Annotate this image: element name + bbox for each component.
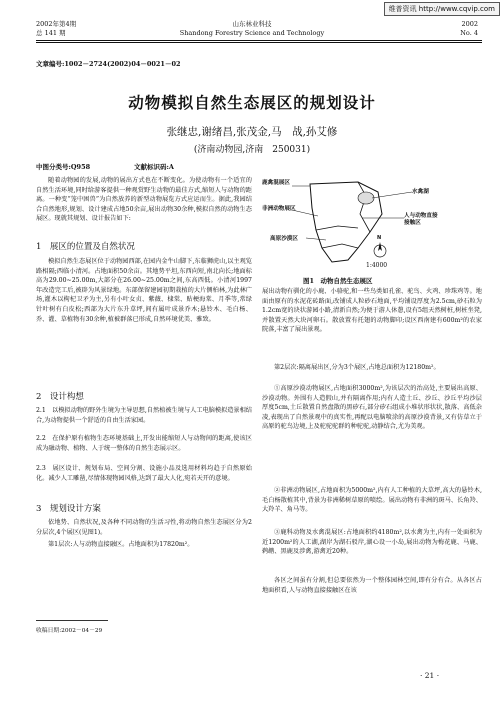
author-list: 张继忠,谢绪昌,张茂金,马 战,孙艾修 <box>166 126 338 138</box>
label-contact-area: 人与动物直接 接触区 <box>404 213 438 226</box>
section-3-heading: 3 规划设计方案 <box>36 504 101 514</box>
total-issue-line: 总 141 期 <box>36 29 66 37</box>
plateau-area-text: ①高原沙漠动物展区,占地面积3000m²,为该层次的治高处,主要展出高原、沙漠动物。外围有人造假山,并有隔离作用;内有人造土丘、沙丘、沙丘平均沙层厚度5cm,土丘散置自然盘散的黑矽石,部分矽石组成小堆状形状状,散落、高低杂凌,表现出了自然景观中的真实性,再配以电脑喷涂的高原沙漠背景,又有仿草立于高原的驼鸟边境,上及驼驼驼群的种驼驼,动静结合,尤为美观。 <box>262 385 482 431</box>
paper-title: 动物模拟自然生态展区的规划设计 <box>128 94 376 112</box>
north-arrow <box>370 235 390 260</box>
north-letter: N <box>377 235 382 241</box>
footnote-rule <box>36 620 108 621</box>
north-arrow-icon <box>370 238 390 260</box>
year-number <box>460 20 478 38</box>
deer-waterfowl-text: ③鹿科动物及水禽混展区:占地面积约4180m²,以水禽为主,内有一处面积为近1200m²的人工湖,湖岸为湖石驳岸,湖心设一小岛,展出动物为梅花鹿、马鹿、鹈鹕、黑鹿及涉禽,游禽近20种。 <box>262 529 482 556</box>
source-watermark: 维普资讯 http://www.cqvip.com <box>384 2 500 16</box>
contact-area-text: 展出动物有驯化的小鹿、小骆驼,和一些鸟类如孔雀、驼鸟、火鸡、珍珠鸡等。地面由原有的水泥花砖路面,改铺成人粒砂石地面,平均铺设厚度为2.5cm,砂石粒为1.2cm宽的块状游园小路,清新自然;为便于游人休憩,设有5组天然树桩,树桩坐凳,并散置天然大块河卵石。散放置有托翅的动物脚印;设区西南建有600m²的农家院落,丰富了展出景观。 <box>262 288 482 334</box>
label-bird-deer-area: 鹿禽混展区 <box>262 180 290 186</box>
journal-name <box>0 20 504 38</box>
section-2-1: 2.1 以模拟动物的野外生境为主导思想,自然植被生境与人工电脑模拟造景相结合,为动物提供一个舒适的自由生活家园。 <box>36 407 252 424</box>
number: No. 4 <box>460 29 478 37</box>
article-number: 文章编号:1002－2724(2002)04－0021－02 <box>36 60 181 68</box>
label-africa-area: 非洲动物展区 <box>262 206 296 212</box>
section-1-text: 模拟自然生态展区位于动物园西部,在园内金牛山脚下,东临狮虎山,以主观览路相隔;西临小清河。占地面积50余亩。其地势平坦,东西向短,南北向长;地面标高为29.00~25.00m,大部分在26.00~25.00m之间,东高西低。小清河1997年改造完工后,被辟为风景绿地。东部保留建园初期栽植的大片侧柏林,为此林广场,灌木以枸杞卫矛为主,另有小叶女贞、紫薇、棣棠、贴梗海棠、月季等,常绿针叶树有白皮松;西部为大片东升草坪,间有属叶成景乔木;悬铃木、毛白杨、乔、灌、草植物有30余种,植被群落已形成,自然环境优美、雅致。 <box>36 258 252 323</box>
figure-caption: 图1 动物自然生态展区 <box>303 277 373 285</box>
label-waterfowl-lake: 水禽湖 <box>412 189 429 195</box>
label-plateau-desert: 高原沙漠区 <box>270 236 298 242</box>
lake-shape <box>358 192 374 204</box>
affiliation: (济南动物园,济南 250031) <box>193 145 311 155</box>
leader-plateau <box>306 238 326 240</box>
issue-line: 2002年第4期 <box>36 20 77 28</box>
intro-paragraph: 随着动物园的发展,动物的展出方式也在不断变化。为使动物有一个适宜的自然生活环境,同时给游客提供一种观赏野生动物的最佳方式,缩短人与动物的距离。一种变“笼中困兽”为自然放养的新型动物展览方式应运而生。据此,我园结合自然地形,规划、设计建成占地50余亩,展出动物30余种,模拟自然的动物生态展区。现就其规划、设计报告如下: <box>36 177 252 223</box>
journal-title-en: Shandong Forestry Science and Technology <box>179 29 325 37</box>
header-rule-thin <box>36 42 482 43</box>
clc-number: 中图分类号:Q958 <box>36 163 91 171</box>
received-date: 收稿日期:2002－04－29 <box>36 628 103 634</box>
journal-title-cn: 山东林业科技 <box>232 20 272 28</box>
document-code: 文献标识码:A <box>134 163 174 171</box>
closing-text: 各区之间虽有分割,但总要依然为一个整体园林空间,即有分有合。从各区占地面积看,人与动物直接接触区在该 <box>262 577 482 594</box>
africa-area-text: ②非洲动物展区,占地面积为5000m²,内有人工种植的大草坪,高大的悬铃木,毛白杨散植其中,背景为非洲稀树草原的喷绘。展出动物有非洲的斑马、长角羚、大羚羊、角马等。 <box>262 487 482 514</box>
header-rule <box>36 40 482 41</box>
internal-divider <box>358 182 370 232</box>
section-3-1: 第1层次:人与动物直接融区。占地面积为17820m²。 <box>48 541 194 548</box>
layer-2-text: 第2层次:隔离展出区,分为3个展区,占地总面积为12180m²。 <box>274 364 440 371</box>
page-number: · 21 · <box>420 671 440 680</box>
internal-divider-2 <box>316 226 358 230</box>
section-2-3: 2.3 展区设计、规划布局、空间分割、设施小品及选用材料均趋于自然原始化。减少人工雕凿,尽情体现物园风格,达到了最大人化,宛若天开的意境。 <box>36 465 252 482</box>
map-scale: 1:4000 <box>366 262 388 269</box>
section-2-heading: 2 设计构想 <box>36 392 84 402</box>
internal-divider-3 <box>322 244 358 248</box>
year: 2002 <box>461 20 478 28</box>
section-2-2: 2.2 在保护原有植物生态环境基础上,开发出能缩短人与动物间的距离,使该区成为融动物、植物、人于统一整体的自然生态展示区。 <box>36 435 252 452</box>
section-3-text: 依地势、自然状况,及各种不同动物的生活习性,将动物自然生态展区分为2分层次,4个展区(见图1)。 <box>36 519 252 536</box>
section-1-heading: 1 展区的位置及自然状况 <box>36 242 135 252</box>
